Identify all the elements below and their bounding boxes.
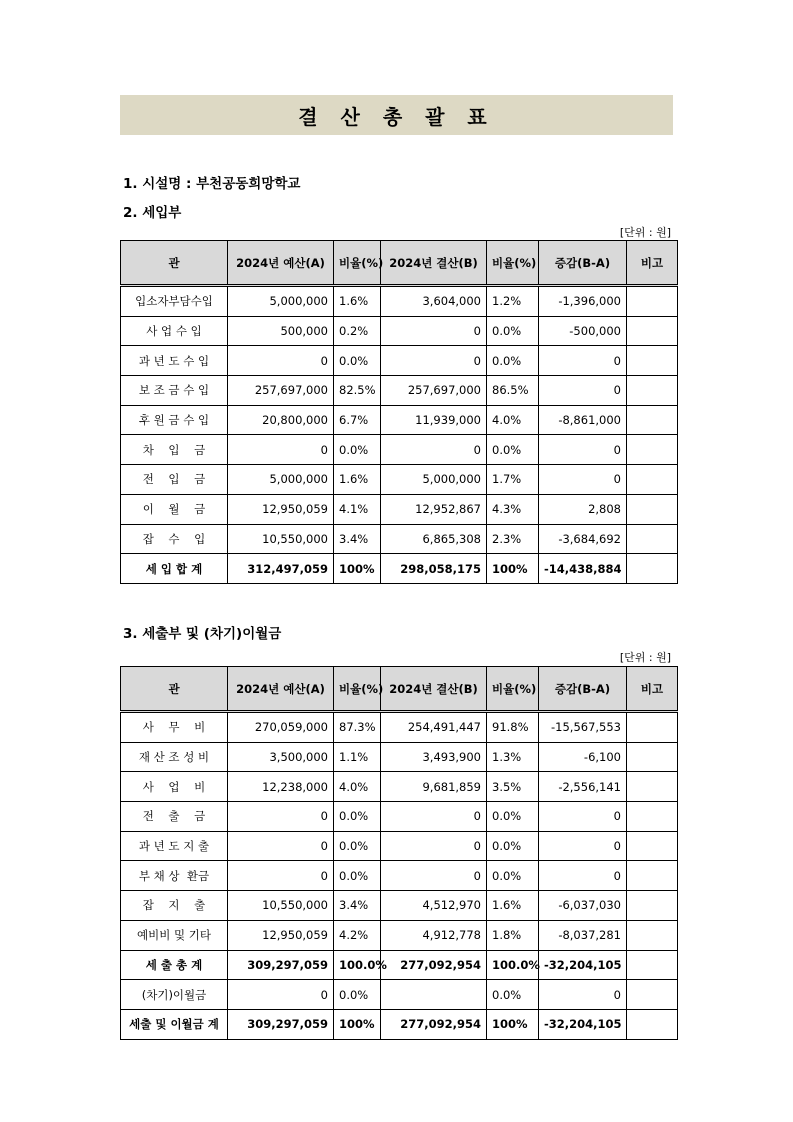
expense-unit-label: [단위 : 원] <box>619 651 671 664</box>
cell-remarks <box>627 465 678 495</box>
cell-change: 0 <box>539 861 627 891</box>
expense-table <box>120 666 678 1040</box>
revenue-heading: 2. 세입부 <box>123 205 182 221</box>
cell-budget-2024: 0 <box>228 802 334 832</box>
cell-settlement-2024: 254,491,447 <box>381 712 487 743</box>
cell-change: 0 <box>539 802 627 832</box>
cell-item-name: 잡 지 출 <box>121 891 228 921</box>
cell-settlement-2024: 298,058,175 <box>381 554 487 584</box>
cell-remarks <box>627 524 678 554</box>
cell-settlement-2024: 0 <box>381 346 487 376</box>
cell-remarks <box>627 742 678 772</box>
table-row <box>121 772 678 802</box>
cell-settlement-2024: 4,512,970 <box>381 891 487 921</box>
cell-remarks <box>627 494 678 524</box>
cell-item-name: 전 출 금 <box>121 802 228 832</box>
cell-budget-ratio: 4.1% <box>334 494 381 524</box>
total-row <box>121 554 678 584</box>
table-row <box>121 465 678 495</box>
table-row <box>121 346 678 376</box>
cell-settlement-2024: 11,939,000 <box>381 405 487 435</box>
cell-budget-ratio: 0.2% <box>334 316 381 346</box>
column-header-budget-ratio: 비율(%) <box>334 667 381 712</box>
cell-change: 0 <box>539 346 627 376</box>
cell-budget-2024: 10,550,000 <box>228 524 334 554</box>
cell-change: 0 <box>539 435 627 465</box>
column-header-change: 증감(B-A) <box>539 241 627 286</box>
cell-change: -32,204,105 <box>539 1009 627 1039</box>
cell-remarks <box>627 950 678 980</box>
cell-settlement-ratio: 100% <box>487 1009 539 1039</box>
cell-change: -8,861,000 <box>539 405 627 435</box>
cell-budget-2024: 0 <box>228 831 334 861</box>
cell-budget-ratio: 3.4% <box>334 891 381 921</box>
cell-settlement-ratio: 0.0% <box>487 316 539 346</box>
cell-settlement-ratio: 4.3% <box>487 494 539 524</box>
table-row <box>121 742 678 772</box>
cell-settlement-2024: 3,493,900 <box>381 742 487 772</box>
revenue-table <box>120 240 678 584</box>
cell-item-name: 세출 및 이월금 계 <box>121 1009 228 1039</box>
cell-budget-ratio: 100% <box>334 554 381 584</box>
cell-change: -15,567,553 <box>539 712 627 743</box>
cell-budget-2024: 5,000,000 <box>228 286 334 317</box>
cell-change: 0 <box>539 465 627 495</box>
table-header-row <box>121 667 678 712</box>
cell-remarks <box>627 435 678 465</box>
table-row <box>121 494 678 524</box>
cell-budget-2024: 0 <box>228 435 334 465</box>
cell-settlement-ratio: 1.6% <box>487 891 539 921</box>
cell-budget-2024: 309,297,059 <box>228 1009 334 1039</box>
cell-remarks <box>627 554 678 584</box>
cell-remarks <box>627 316 678 346</box>
cell-budget-2024: 312,497,059 <box>228 554 334 584</box>
cell-remarks <box>627 405 678 435</box>
cell-settlement-ratio: 0.0% <box>487 831 539 861</box>
cell-budget-ratio: 6.7% <box>334 405 381 435</box>
page-title: 결 산 총 괄 표 <box>120 95 673 135</box>
cell-settlement-ratio: 1.3% <box>487 742 539 772</box>
cell-settlement-ratio: 0.0% <box>487 802 539 832</box>
cell-item-name: 세 입 합 계 <box>121 554 228 584</box>
cell-budget-ratio: 0.0% <box>334 346 381 376</box>
column-header-budget-2024: 2024년 예산(A) <box>228 667 334 712</box>
column-header-change: 증감(B-A) <box>539 667 627 712</box>
cell-budget-2024: 309,297,059 <box>228 950 334 980</box>
cell-settlement-ratio: 1.2% <box>487 286 539 317</box>
cell-settlement-ratio: 0.0% <box>487 980 539 1010</box>
cell-budget-2024: 10,550,000 <box>228 891 334 921</box>
cell-settlement-2024: 277,092,954 <box>381 1009 487 1039</box>
cell-remarks <box>627 861 678 891</box>
cell-item-name: 사 업 수 입 <box>121 316 228 346</box>
cell-item-name: 세 출 총 계 <box>121 950 228 980</box>
column-header-item-name: 관 <box>121 241 228 286</box>
cell-budget-2024: 12,238,000 <box>228 772 334 802</box>
revenue-unit-label: [단위 : 원] <box>619 226 671 239</box>
table-row <box>121 405 678 435</box>
cell-settlement-2024: 12,952,867 <box>381 494 487 524</box>
cell-settlement-ratio: 100% <box>487 554 539 584</box>
table-row <box>121 316 678 346</box>
cell-settlement-2024: 0 <box>381 831 487 861</box>
cell-budget-ratio: 100.0% <box>334 950 381 980</box>
cell-item-name: 재 산 조 성 비 <box>121 742 228 772</box>
cell-budget-2024: 3,500,000 <box>228 742 334 772</box>
table-row <box>121 435 678 465</box>
column-header-budget-2024: 2024년 예산(A) <box>228 241 334 286</box>
cell-budget-ratio: 0.0% <box>334 831 381 861</box>
cell-item-name: 보 조 금 수 입 <box>121 376 228 406</box>
cell-settlement-2024 <box>381 980 487 1010</box>
cell-change: 0 <box>539 831 627 861</box>
cell-budget-ratio: 0.0% <box>334 861 381 891</box>
cell-settlement-2024: 277,092,954 <box>381 950 487 980</box>
cell-item-name: 이 월 금 <box>121 494 228 524</box>
cell-item-name: 부 채 상 환금 <box>121 861 228 891</box>
column-header-remarks: 비고 <box>627 667 678 712</box>
cell-budget-2024: 0 <box>228 980 334 1010</box>
cell-budget-ratio: 0.0% <box>334 802 381 832</box>
cell-settlement-ratio: 86.5% <box>487 376 539 406</box>
cell-change: -1,396,000 <box>539 286 627 317</box>
cell-remarks <box>627 772 678 802</box>
cell-settlement-2024: 3,604,000 <box>381 286 487 317</box>
cell-budget-2024: 12,950,059 <box>228 920 334 950</box>
cell-settlement-ratio: 2.3% <box>487 524 539 554</box>
table-row <box>121 286 678 317</box>
cell-settlement-2024: 9,681,859 <box>381 772 487 802</box>
table-row <box>121 891 678 921</box>
cell-budget-ratio: 0.0% <box>334 435 381 465</box>
column-header-remarks: 비고 <box>627 241 678 286</box>
column-header-settlement-2024: 2024년 결산(B) <box>381 241 487 286</box>
cell-change: -32,204,105 <box>539 950 627 980</box>
cell-budget-2024: 5,000,000 <box>228 465 334 495</box>
cell-settlement-ratio: 3.5% <box>487 772 539 802</box>
cell-change: -3,684,692 <box>539 524 627 554</box>
cell-settlement-ratio: 91.8% <box>487 712 539 743</box>
cell-budget-2024: 0 <box>228 861 334 891</box>
table-row <box>121 712 678 743</box>
cell-change: -6,037,030 <box>539 891 627 921</box>
cell-settlement-2024: 4,912,778 <box>381 920 487 950</box>
column-header-budget-ratio: 비율(%) <box>334 241 381 286</box>
cell-item-name: (차기)이월금 <box>121 980 228 1010</box>
cell-budget-ratio: 1.1% <box>334 742 381 772</box>
cell-settlement-2024: 0 <box>381 316 487 346</box>
table-row <box>121 802 678 832</box>
cell-settlement-ratio: 100.0% <box>487 950 539 980</box>
cell-settlement-ratio: 0.0% <box>487 346 539 376</box>
cell-settlement-ratio: 0.0% <box>487 435 539 465</box>
cell-change: -14,438,884 <box>539 554 627 584</box>
cell-budget-2024: 257,697,000 <box>228 376 334 406</box>
cell-budget-2024: 12,950,059 <box>228 494 334 524</box>
cell-item-name: 과 년 도 수 입 <box>121 346 228 376</box>
cell-budget-ratio: 4.0% <box>334 772 381 802</box>
cell-budget-2024: 270,059,000 <box>228 712 334 743</box>
cell-change: -8,037,281 <box>539 920 627 950</box>
column-header-settlement-ratio: 비율(%) <box>487 667 539 712</box>
cell-settlement-2024: 0 <box>381 861 487 891</box>
cell-item-name: 사 업 비 <box>121 772 228 802</box>
column-header-settlement-2024: 2024년 결산(B) <box>381 667 487 712</box>
column-header-settlement-ratio: 비율(%) <box>487 241 539 286</box>
cell-settlement-2024: 0 <box>381 802 487 832</box>
total-row <box>121 950 678 980</box>
cell-budget-ratio: 3.4% <box>334 524 381 554</box>
table-row <box>121 524 678 554</box>
column-header-item-name: 관 <box>121 667 228 712</box>
cell-remarks <box>627 712 678 743</box>
cell-change: 0 <box>539 376 627 406</box>
cell-budget-ratio: 0.0% <box>334 980 381 1010</box>
table-row <box>121 831 678 861</box>
cell-item-name: 후 원 금 수 입 <box>121 405 228 435</box>
cell-remarks <box>627 376 678 406</box>
table-row <box>121 920 678 950</box>
table-row <box>121 861 678 891</box>
cell-remarks <box>627 286 678 317</box>
cell-settlement-ratio: 4.0% <box>487 405 539 435</box>
cell-budget-ratio: 82.5% <box>334 376 381 406</box>
table-row <box>121 376 678 406</box>
cell-budget-ratio: 100% <box>334 1009 381 1039</box>
cell-settlement-ratio: 1.8% <box>487 920 539 950</box>
table-header-row <box>121 241 678 286</box>
cell-budget-ratio: 1.6% <box>334 465 381 495</box>
cell-change: -6,100 <box>539 742 627 772</box>
cell-remarks <box>627 891 678 921</box>
cell-budget-ratio: 87.3% <box>334 712 381 743</box>
cell-item-name: 전 입 금 <box>121 465 228 495</box>
cell-budget-ratio: 4.2% <box>334 920 381 950</box>
cell-settlement-2024: 0 <box>381 435 487 465</box>
facility-heading: 1. 시설명 : 부천공동희망학교 <box>123 176 301 192</box>
cell-remarks <box>627 831 678 861</box>
cell-change: 2,808 <box>539 494 627 524</box>
cell-settlement-2024: 6,865,308 <box>381 524 487 554</box>
cell-remarks <box>627 920 678 950</box>
cell-settlement-2024: 257,697,000 <box>381 376 487 406</box>
cell-budget-2024: 0 <box>228 346 334 376</box>
cell-item-name: 차 입 금 <box>121 435 228 465</box>
cell-settlement-2024: 5,000,000 <box>381 465 487 495</box>
cell-remarks <box>627 346 678 376</box>
carryover-row <box>121 980 678 1010</box>
cell-item-name: 입소자부담수입 <box>121 286 228 317</box>
cell-item-name: 사 무 비 <box>121 712 228 743</box>
cell-change: -2,556,141 <box>539 772 627 802</box>
cell-settlement-ratio: 0.0% <box>487 861 539 891</box>
cell-budget-2024: 20,800,000 <box>228 405 334 435</box>
cell-change: -500,000 <box>539 316 627 346</box>
expense-heading: 3. 세출부 및 (차기)이월금 <box>123 626 282 642</box>
cell-item-name: 잡 수 입 <box>121 524 228 554</box>
cell-remarks <box>627 1009 678 1039</box>
cell-item-name: 예비비 및 기타 <box>121 920 228 950</box>
cell-remarks <box>627 802 678 832</box>
cell-remarks <box>627 980 678 1010</box>
cell-budget-ratio: 1.6% <box>334 286 381 317</box>
cell-change: 0 <box>539 980 627 1010</box>
grand-total-row <box>121 1009 678 1039</box>
cell-item-name: 과 년 도 지 출 <box>121 831 228 861</box>
cell-settlement-ratio: 1.7% <box>487 465 539 495</box>
cell-budget-2024: 500,000 <box>228 316 334 346</box>
